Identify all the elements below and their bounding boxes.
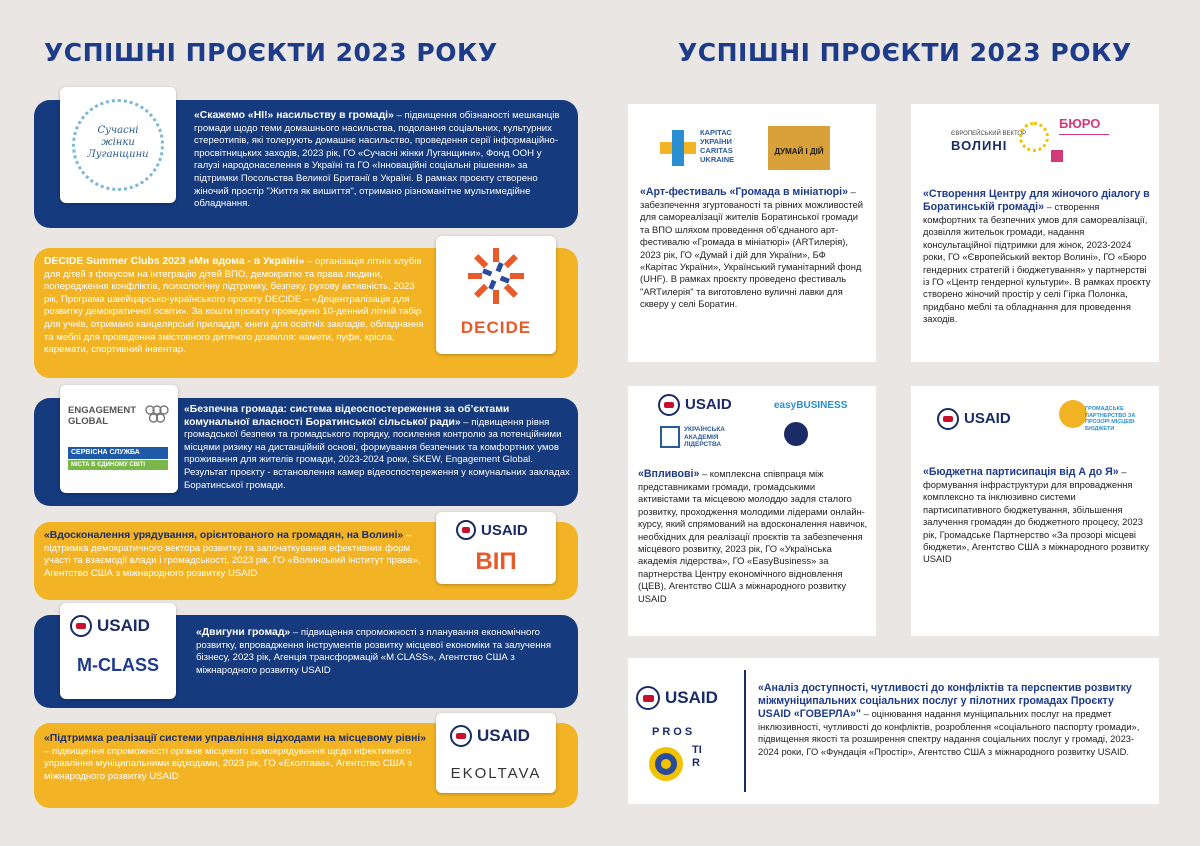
decide-star-icon: [436, 236, 556, 316]
panel-title: «Впливові»: [638, 468, 700, 480]
partnership-logo-icon: [1059, 400, 1087, 428]
logo-text: easyBUSINESS: [774, 400, 848, 411]
prostir-flower-icon: [646, 744, 686, 784]
logo-decide: [436, 236, 556, 354]
card-text: [184, 404, 570, 492]
panel-title: «Бюджетна партисипація від А до Я»: [923, 466, 1119, 478]
usaid-seal-icon: [70, 615, 92, 637]
usaid-seal-icon: [658, 394, 680, 416]
panel-text: [923, 466, 1151, 566]
usaid-seal-icon: [456, 520, 476, 540]
logo-text: USAID: [477, 726, 530, 745]
usaid-seal-icon: [937, 408, 959, 430]
logo-engagement-global: [60, 385, 178, 493]
logo-usaid-ekoltava: [436, 713, 556, 793]
logo-text: USAID: [665, 687, 718, 707]
logo-text: УКРАЇНСЬКА АКАДЕМІЯ ЛІДЕРСТВА: [684, 426, 725, 448]
logo-text: ENGAGEMENT: [68, 405, 137, 416]
logo-text: СЕРВІСНА СЛУЖБА: [68, 447, 168, 459]
logo-text: EKOLTAVA: [450, 765, 542, 782]
panel-description: – формування інфраструктури для впровадження комплексно та інклюзивно системи партисипативного бюджетування, збільшення залучення громадян до бюджетного процесу, 2023 рік, Громадське Партнерство «За прозорі місцеві бюджети», Агентство США з міжнародного розвитку USAID: [923, 466, 1149, 565]
project-panel-art-festival: [628, 104, 876, 362]
logo-text: ГРОМАДСЬКЕ ПАРТНЕРСТВО ЗА ПРОЗОРІ МІСЦЕВІ БЮДЖЕТИ: [1085, 406, 1136, 432]
logo-text: ДУМАЙ І ДІЙ: [774, 147, 824, 156]
project-panel-influential: [628, 386, 876, 636]
card-description: – підвищення спроможності з планування економічного розвитку, впровадження інструментів розвитку місцевої економіки та залучення бізнесу, 2023 рік, Агенція трансформацій «M.CLASS», Агентство США з міжнародного розвитку USAID: [196, 627, 552, 676]
logo-text: МІСТА В ЄДИНОМУ СВІТІ: [68, 460, 168, 470]
card-text: [44, 733, 434, 783]
logo-usaid-vip: [436, 512, 556, 584]
card-description: – підвищення обізнаності мешканців громади щодо теми домашнього насильства, подолання соціальних, культурних стереотипів, які толерують домашнє насильство, проведення серії інформаційно-просвітницьких заходів, 2023 рік, ГО «Сучасні жінки Луганщини», Фонд ООН у галузі народонаселення в Україні та ГО «Інноваційні соціальні рішення» за підтримки Посольства Великої Британії в Україні. В рамках проєкту створено жіночий простір "Життя як вишиття", отримано різноманітне мультимедійне обладнання.: [194, 110, 560, 210]
card-title: «Вдосконалення урядування, орієнтованого на громадян, на Волині»: [44, 530, 404, 541]
panel-text: [923, 188, 1151, 326]
card-title: «Безпечна громада: система відеоспостереження за об’єктами комунальної власності Боратинської сільської ради»: [184, 404, 510, 428]
logo-text: DECIDE: [460, 318, 532, 337]
logo-usaid-mclass: [60, 603, 176, 699]
divider: [1059, 134, 1109, 145]
project-panel-womens-center: [911, 104, 1159, 362]
eu-stars-icon: [1019, 122, 1049, 152]
logo-text: БЮРО: [1059, 116, 1101, 131]
people-icon: [144, 403, 170, 425]
usaid-seal-icon: [636, 686, 660, 710]
panel-description: – оцінювання надання муніципальних послуг на предмет інклюзивності, чутливості до конфліктів, розроблення «соціального паспорту громади», підвищення якості та розширення спектру надання соціальних послуг у громаді, 2023-2024 роки, ГО «Фундація «Простір», Агентство США з міжнародного розвитку USAID.: [758, 708, 1140, 757]
logo-text: КАРІТАС УКРАЇНИ CARITAS UKRAINE: [700, 128, 735, 164]
caritas-cross-icon: [658, 128, 698, 168]
ual-logo-icon: [660, 426, 680, 448]
project-panel-budget-participation: [911, 386, 1159, 636]
card-description: – організація літніх клубів для дітей з фокусом на інтеграцію дітей ВПО, демократію та права людини, попередження конфліктів, психологічну підтримку, безпеку, рухову активність, 2023 рік, Програма швейцарсько-українського проєкту DECIDE – «Децентралізація для розвитку демократичної освіти». За кошти проєкту проведено 10-денний літній табір для учнів, отримано канцелярські приладдя, книги для освітніх закладів, обладнання та меблі для проведення змістовного дитячого дозвілля: намети, пуфи, крісла, каремати, спортивний інвентар.: [44, 256, 424, 356]
logo-text: ВОЛИНІ: [951, 138, 1008, 154]
card-text: [196, 627, 570, 677]
card-title: «Підтримка реалізації системи управління відходами на місцевому рівні»: [44, 733, 427, 744]
think-act-logo: [768, 126, 830, 170]
panel-title: «Створення Центру для жіночого діалогу в Боратинській громаді»: [923, 188, 1150, 213]
panel-title: «Аналіз доступності, чутливості до конфліктів та перспектив розвитку міжмуніципальних соціальних послуг у пілотних громадах Проєкту USAID «ГОВЕРЛА»": [758, 682, 1132, 720]
card-text: [44, 256, 424, 357]
card-title: «Скажемо «НІ!» насильству в громаді»: [194, 110, 394, 121]
logo-text: Сучасні жінки Луганщини: [87, 125, 149, 160]
page-title-right: УСПІШНІ ПРОЄКТИ 2023 РОКУ: [678, 38, 1132, 67]
panel-title: «Арт-фестиваль «Громада в мініатюрі»: [640, 186, 848, 198]
panel-description: – створення комфортних та безпечних умов для самореалізації, дозвілля жительок громади, надання консультаційної підтримки для жінок, 2023-2024 роки, ГО «Європейський вектор Волині», ГО «Бюро гендерних стратегій і бюджетування» у партнерстві із ГО «Центр гендерної культури». В рамках проєкту створено жіночий простір у селі Гірка Полонка, придбано меблі та обладнання для проведення заходів.: [923, 201, 1151, 325]
logo-text: ВІП: [475, 548, 517, 575]
logo-text: USAID: [97, 616, 150, 635]
gender-culture-icon: [1051, 150, 1063, 162]
logo-text: M-CLASS: [77, 655, 159, 675]
card-title: «Двигуни громад»: [196, 627, 291, 638]
cer-logo-icon: [784, 422, 808, 446]
panel-text: [758, 682, 1148, 758]
logo-text: GLOBAL: [68, 416, 109, 427]
page-title-left: УСПІШНІ ПРОЄКТИ 2023 РОКУ: [44, 38, 498, 67]
logo-text: USAID: [481, 521, 528, 539]
panel-text: [638, 468, 868, 605]
card-text: [194, 110, 568, 211]
european-vector-logo: ЄВРОПЕЙСЬКИЙ ВЕКТОР ВОЛИНІ: [951, 128, 1029, 153]
project-panel-hoverla-analysis: [628, 658, 1159, 804]
logo-text: USAID: [964, 409, 1011, 427]
card-text: [44, 530, 436, 580]
divider: [744, 670, 746, 792]
panel-text: [640, 186, 864, 311]
card-description: – підтримка демократичного вектора розвитку та започаткування ефективних форм участі та взаємодії влади і громадськості, 2023 рік, ГО «Волинський інститут права», Агентство США з міжнародного розвитку USAID: [44, 530, 421, 579]
panel-description: – комплексна співпраця між представниками громади, громадськими активістами та місцевою молоддю задля сталого розвитку, проходження молодими лідерами онлайн-курсу, який спрямований на вдосконалення навичок, необхідних для реалізації проєктів та забезпечення місцевого розвитку, 2023 рік, ГО «Українська академія лідерства», ГО «EasyBusiness» за партнерства Центру економічного відновлення (ЦЕВ), Агентство США з міжнародного розвитку USAID: [638, 468, 868, 604]
card-description: – підвищення рівня громадської безпеки та громадського порядку, посилення контролю за потенційними місцями ризику на дистанційній основі, формування безпечних та комфортних умов проживання для жителів громади, 2023-2024 роки, SKEW, Engagement Global. Результат проєкту - встановлення камер відеоспостереження у комунальних закладах Боратинської громади.: [184, 416, 570, 491]
card-description: – підвищення спроможності органів місцевого самоврядування щодо ефективного управління муніципальними відходами, 2023 рік, ГО «Еколтава», Агентство США з міжнародного розвитку USAID: [44, 745, 412, 782]
logo-text: USAID: [685, 395, 732, 413]
card-title: DECIDE Summer Clubs 2023 «Ми вдома - в Україні»: [44, 256, 305, 267]
panel-description: – забезпечення згуртованості та рівних можливостей для самореалізації жителів Боратинської громади та ВПО шляхом проведення об’єднаного арт-фестивалю «Громада в мініатюрі» (ARTилерія), 2023 рік, ГО «Думай і дій для України», БФ «Карітас України», Український гуманітарний фонд (UHF). В рамках проєкту проведено фестиваль "ARTилерія" та виготовлено вуличні лавки для скверу у селі Боратин.: [640, 186, 863, 310]
logo-modern-women-luhansk: [60, 87, 176, 203]
usaid-seal-icon: [450, 725, 472, 747]
logo-text: TIR: [692, 744, 702, 769]
logo-text: PROS: [652, 726, 696, 738]
